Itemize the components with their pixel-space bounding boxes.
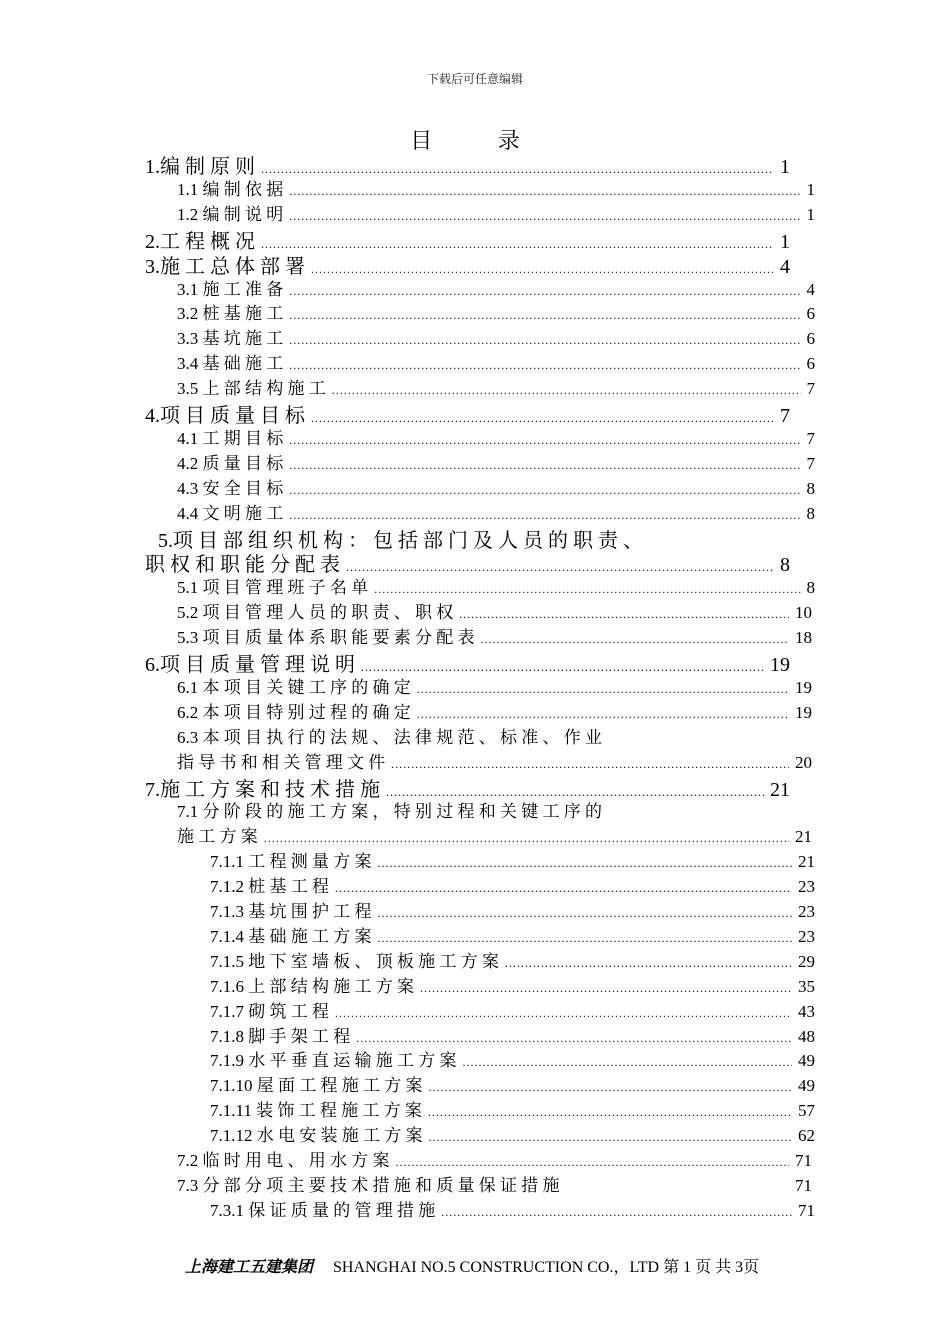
toc-entry-label: 1.2 编 制 说 明 — [177, 204, 284, 224]
toc-entry-page: 23 — [798, 902, 815, 921]
toc-entry[interactable] — [210, 1196, 815, 1221]
toc-entry-label: 5.项 目 部 组 织 机 构 ： 包 括 部 门 及 人 员 的 职 责 、 — [158, 529, 643, 552]
toc-entry[interactable] — [210, 847, 815, 872]
toc-entry-page: 8 — [806, 578, 815, 598]
toc-leader-dots — [289, 458, 800, 473]
toc-entry[interactable] — [177, 299, 815, 324]
toc-entry-label: 1.1 编 制 依 据 — [177, 179, 284, 199]
toc-entry-label: 5.3 项 目 质 量 体 系 职 能 要 素 分 配 表 — [177, 628, 475, 648]
toc-entry[interactable] — [210, 872, 815, 897]
toc-entry-page: 10 — [795, 603, 812, 623]
toc-leader-dots — [378, 931, 793, 946]
toc-entry-label: 7.1.5 地 下 室 墙 板 、 顶 板 施 工 方 案 — [210, 951, 499, 971]
toc-entry[interactable] — [145, 150, 790, 178]
toc-leader-dots — [289, 483, 800, 498]
toc-entry-label: 7.3.1 保 证 质 量 的 管 理 措 施 — [210, 1200, 436, 1220]
toc-entry-page: 62 — [798, 1126, 815, 1146]
toc-entry-page: 71 — [795, 1151, 812, 1170]
toc-entry[interactable] — [177, 573, 815, 598]
toc-entry-label: 7.1.8 脚 手 架 工 程 — [210, 1026, 351, 1046]
toc-entry-page: 71 — [795, 1175, 812, 1195]
toc-entry-page: 49 — [798, 1051, 815, 1071]
toc-entry[interactable] — [210, 922, 815, 947]
toc-entry-label: 4.项 目 质 量 目 标 — [145, 405, 305, 427]
toc-entry-label: 6.项 目 质 量 管 理 说 明 — [145, 654, 355, 676]
toc-entry[interactable] — [177, 324, 815, 349]
toc-entry-label: 4.1 工 期 目 标 — [177, 428, 284, 448]
toc-entry-page: 1 — [780, 156, 790, 178]
toc-leader-dots — [332, 383, 801, 398]
toc-entry[interactable] — [145, 250, 790, 278]
toc-entry-label: 3.施 工 总 体 部 署 — [145, 255, 305, 278]
page-footer — [185, 1254, 825, 1277]
toc-entry[interactable] — [210, 1046, 815, 1071]
toc-entry[interactable] — [177, 474, 815, 499]
toc-entry[interactable] — [177, 723, 842, 748]
toc-leader-dots — [429, 1130, 793, 1145]
toc-entry[interactable] — [210, 1121, 815, 1146]
toc-leader-dots — [481, 632, 790, 647]
toc-entry-label: 7.施 工 方 案 和 技 术 措 施 — [145, 778, 380, 801]
toc-entry-page: 21 — [770, 778, 790, 801]
toc-entry[interactable] — [210, 1071, 815, 1096]
toc-entry-label: 7.2 临 时 用 电 、 用 水 方 案 — [177, 1151, 390, 1170]
toc-entry[interactable] — [177, 598, 812, 623]
toc-entry-label: 3.5 上 部 结 构 施 工 — [177, 379, 326, 399]
toc-entry-page: 71 — [798, 1200, 815, 1220]
toc-leader-dots — [289, 184, 800, 199]
toc-entry-page: 8 — [806, 503, 815, 523]
page-header-note: 下载后可任意编辑 — [426, 72, 523, 86]
toc-leader-dots — [463, 1055, 793, 1070]
toc-entry-label: 指 导 书 和 相 关 管 理 文 件 — [177, 752, 386, 772]
toc-entry-label: 6.2 本 项 目 特 别 过 程 的 确 定 — [177, 702, 411, 722]
toc-leader-dots — [264, 831, 789, 846]
toc-entry[interactable] — [177, 349, 815, 374]
toc-entry-page: 7 — [806, 428, 815, 448]
toc-entry-label: 6.3 本 项 目 执 行 的 法 规 、 法 律 规 范 、 标 准 、 作 业 — [177, 727, 602, 747]
toc-entry-label: 7.1.12 水 电 安 装 施 工 方 案 — [210, 1126, 423, 1146]
toc-entry-page: 6 — [806, 354, 815, 374]
toc-entry-page: 4 — [806, 279, 815, 299]
toc-entry-page: 4 — [780, 255, 790, 278]
toc-entry-page: 57 — [798, 1101, 815, 1121]
toc-entry[interactable] — [177, 374, 815, 399]
toc-leader-dots — [335, 1006, 792, 1021]
toc-leader-dots — [429, 1080, 793, 1095]
toc-entry[interactable] — [177, 698, 812, 723]
toc-entry-label: 3.3 基 坑 施 工 — [177, 329, 284, 349]
toc-entry[interactable] — [145, 548, 790, 577]
toc-entry[interactable] — [210, 897, 815, 922]
footer-company-en: SHANGHAI NO.5 CONSTRUCTION CO.，LTD — [333, 1259, 660, 1276]
toc-entry-page: 7 — [806, 379, 815, 399]
toc-entry[interactable] — [210, 972, 815, 997]
toc-entry-page: 7 — [806, 453, 815, 473]
toc-entry-label: 7.1.10 屋 面 工 程 施 工 方 案 — [210, 1076, 423, 1096]
toc-entry-page: 23 — [798, 877, 815, 897]
toc-leader-dots — [289, 333, 800, 348]
toc-entry-label: 5.2 项 目 管 理 人 员 的 职 责 、 职 权 — [177, 603, 454, 623]
toc-entry[interactable] — [210, 1096, 815, 1121]
toc-entry-label: 7.1 分 阶 段 的 施 工 方 案 ， 特 别 过 程 和 关 键 工 序 的 — [177, 802, 602, 822]
toc-title: 目 录 — [410, 128, 520, 153]
toc-entry[interactable] — [177, 822, 812, 847]
toc-leader-dots — [391, 757, 789, 772]
toc-entry-label: 职 权 和 职 能 分 配 表 — [145, 554, 340, 577]
toc-entry[interactable] — [210, 947, 815, 972]
toc-entry-label: 7.1.6 上 部 结 构 施 工 方 案 — [210, 976, 414, 996]
toc-entry[interactable] — [210, 997, 815, 1022]
toc-entry-label: 4.3 安 全 目 标 — [177, 478, 284, 498]
toc-entry-label: 3.4 基 础 施 工 — [177, 354, 284, 374]
toc-entry-page: 23 — [798, 926, 815, 946]
toc-entry-page: 6 — [806, 304, 815, 324]
toc-entry[interactable] — [145, 225, 790, 253]
toc-entry[interactable] — [177, 200, 815, 225]
toc-leader-dots — [420, 981, 792, 996]
toc-entry-label: 7.1.4 基 础 施 工 方 案 — [210, 926, 372, 946]
toc-entry-label: 7.1.11 装 饰 工 程 施 工 方 案 — [210, 1101, 422, 1121]
toc-leader-dots — [378, 906, 793, 921]
toc-entry[interactable] — [177, 1171, 812, 1196]
toc-leader-dots — [289, 358, 800, 373]
toc-leader-dots — [417, 707, 789, 722]
toc-entry-label: 3.1 施 工 准 备 — [177, 279, 284, 299]
toc-entry-page: 8 — [806, 478, 815, 498]
toc-entry-label: 7.1.2 桩 基 工 程 — [210, 877, 329, 897]
toc-leader-dots — [428, 1105, 792, 1120]
toc-entry[interactable] — [158, 524, 842, 552]
toc-entry-page: 18 — [795, 628, 812, 648]
toc-entry[interactable] — [177, 499, 815, 524]
toc-entry-label: 7.3 分 部 分 项 主 要 技 术 措 施 和 质 量 保 证 措 施 — [177, 1175, 560, 1195]
toc-leader-dots — [335, 881, 792, 896]
toc-entry-page: 20 — [795, 752, 812, 772]
toc-entry-label: 5.1 项 目 管 理 班 子 名 单 — [177, 578, 369, 598]
toc-leader-dots — [378, 856, 793, 871]
toc-leader-dots — [417, 682, 789, 697]
toc-entry-label: 4.4 文 明 施 工 — [177, 503, 284, 523]
footer-company-cn: 上海建工五建集团 — [185, 1259, 314, 1276]
toc-entry-page: 48 — [798, 1026, 815, 1046]
toc-leader-dots — [396, 1155, 790, 1170]
toc-entry-page: 8 — [780, 554, 790, 577]
toc-entry[interactable] — [177, 748, 812, 773]
toc-leader-dots — [505, 956, 792, 971]
toc-entry-label: 4.2 质 量 目 标 — [177, 453, 284, 473]
toc-entry-label: 2.工 程 概 况 — [145, 230, 255, 253]
toc-entry-page: 21 — [795, 827, 812, 847]
toc-entry-label: 7.1.3 基 坑 围 护 工 程 — [210, 902, 372, 921]
toc-entry[interactable] — [177, 797, 842, 822]
toc-entry-page: 6 — [806, 329, 815, 349]
toc-leader-dots — [374, 582, 800, 597]
toc-entry[interactable] — [177, 1146, 812, 1171]
toc-leader-dots — [289, 508, 800, 523]
toc-entry-page: 43 — [798, 1001, 815, 1021]
toc-entry-page: 49 — [798, 1076, 815, 1096]
toc-leader-dots — [289, 433, 800, 448]
toc-leader-dots — [459, 607, 789, 622]
toc-entry[interactable] — [145, 648, 790, 676]
toc-entry-label: 施 工 方 案 — [177, 827, 258, 847]
toc-leader-dots — [441, 1205, 792, 1220]
toc-entry[interactable] — [177, 175, 815, 200]
toc-leader-dots — [289, 209, 800, 224]
toc-entry-page: 19 — [795, 702, 812, 722]
toc-entry-label: 3.2 桩 基 施 工 — [177, 304, 284, 324]
toc-entry[interactable] — [177, 424, 815, 449]
toc-entry-page: 7 — [780, 405, 790, 427]
toc-entry[interactable] — [177, 449, 815, 474]
toc-entry[interactable] — [210, 1022, 815, 1047]
toc-entry-page: 21 — [798, 852, 815, 872]
toc-entry-label: 7.1.9 水 平 垂 直 运 输 施 工 方 案 — [210, 1051, 457, 1071]
toc-leader-dots — [289, 284, 800, 299]
toc-entry-page: 1 — [806, 204, 815, 224]
toc-entry[interactable] — [177, 673, 812, 698]
toc-entry-label: 1.编 制 原 则 — [145, 156, 255, 178]
toc-entry-label: 6.1 本 项 目 关 键 工 序 的 确 定 — [177, 677, 411, 697]
toc-entry-page: 19 — [795, 677, 812, 697]
toc-entry-label: 7.1.7 砌 筑 工 程 — [210, 1001, 329, 1021]
toc-entry[interactable] — [145, 399, 790, 427]
footer-page-info: 第 1 页 共 3页 — [663, 1259, 760, 1276]
toc-entry-page: 19 — [770, 654, 790, 676]
toc-entry[interactable] — [177, 623, 812, 648]
toc-entry-page: 35 — [798, 976, 815, 996]
toc-leader-dots — [289, 308, 800, 323]
toc-entry-page: 1 — [780, 230, 790, 253]
toc-entry[interactable] — [145, 773, 790, 801]
toc-entry[interactable] — [177, 275, 815, 300]
toc-entry-page: 29 — [798, 951, 815, 971]
toc-leader-dots — [356, 1031, 792, 1046]
toc-entry-label: 7.1.1 工 程 测 量 方 案 — [210, 852, 372, 872]
toc-entry-page: 1 — [806, 179, 815, 199]
